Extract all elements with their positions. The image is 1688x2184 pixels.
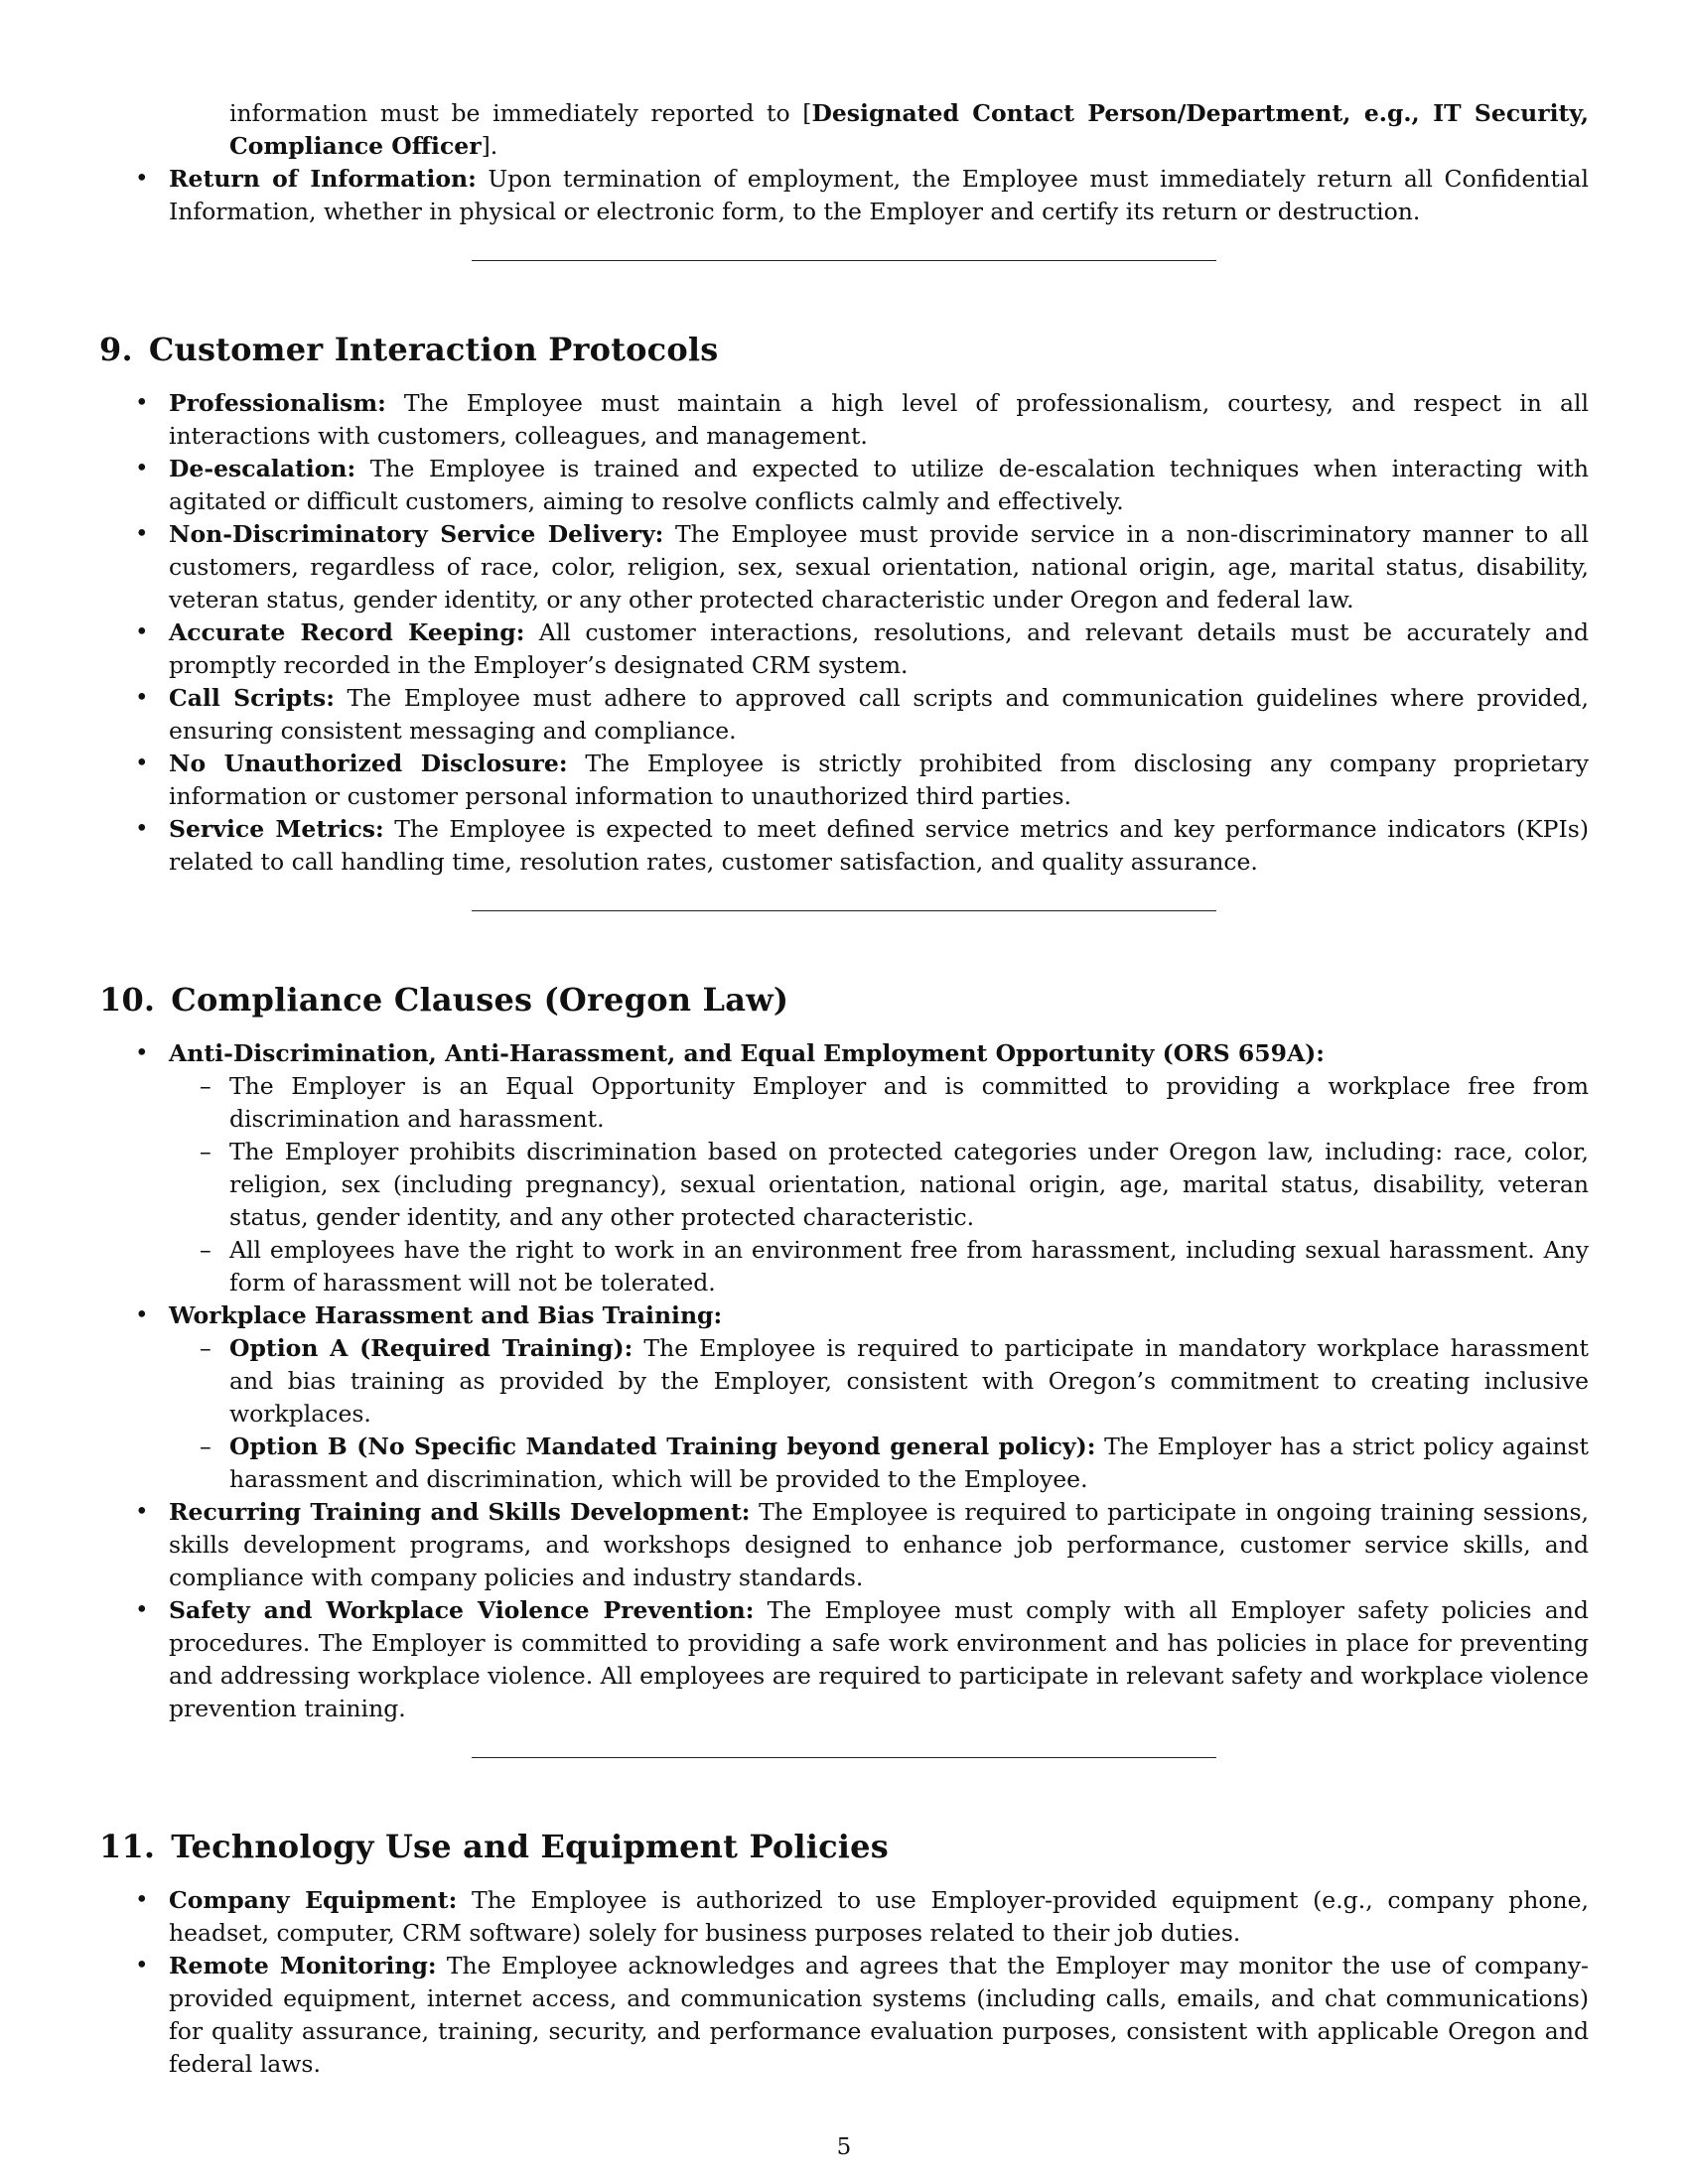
horizontal-rule bbox=[472, 260, 1216, 261]
section-9-list bbox=[99, 387, 1589, 879]
list-item bbox=[99, 387, 1589, 453]
list-item bbox=[99, 1884, 1589, 1950]
option-label: Option B (No Specific Mandated Training beyond general policy): bbox=[229, 1433, 1096, 1460]
item-text: The Employee is strictly prohibited from disclosing any company proprietary information or customer personal information to unauthorized third parties. bbox=[169, 750, 1589, 810]
item-label: Call Scripts: bbox=[169, 684, 335, 712]
section-heading-9 bbox=[99, 330, 1589, 369]
item-label: Accurate Record Keeping: bbox=[169, 618, 525, 646]
list-item bbox=[99, 1299, 1589, 1496]
sub-list bbox=[169, 1332, 1589, 1496]
item-label: Anti-Discrimination, Anti-Harassment, and Equal Employment Opportunity (ORS 659A): bbox=[169, 1039, 1325, 1067]
item-label: Recurring Training and Skills Development: bbox=[169, 1498, 751, 1526]
horizontal-rule bbox=[472, 910, 1216, 911]
section-divider bbox=[99, 879, 1589, 972]
section-title: Technology Use and Equipment Policies bbox=[171, 1828, 889, 1865]
section-number: 10. bbox=[99, 981, 156, 1019]
section-11-list bbox=[99, 1884, 1589, 2081]
item-text: The Employee is required to participate in ongoing training sessions, skills development programs, and workshops designed to enhance job performance, customer service skills, and compliance with company policies and industry standards. bbox=[169, 1498, 1589, 1591]
continuation-paragraph bbox=[229, 97, 1589, 163]
list-item bbox=[99, 813, 1589, 879]
section-number: 11. bbox=[99, 1828, 156, 1865]
item-label: Service Metrics: bbox=[169, 815, 384, 843]
item-label: Workplace Harassment and Bias Training: bbox=[169, 1301, 723, 1329]
item-text: The Employee acknowledges and agrees that the Employer may monitor the use of company-provided equipment, internet access, and communication systems (including calls, emails, and chat communications) for quality assurance, training, security, and performance evaluation purposes, consistent with applicable Oregon and federal laws. bbox=[169, 1952, 1589, 2078]
section-title: Compliance Clauses (Oregon Law) bbox=[171, 981, 789, 1019]
option-text: The Employer has a strict policy against harassment and discrimination, which will be provided to the Employee. bbox=[229, 1433, 1590, 1493]
item-text: The Employee is trained and expected to utilize de-escalation techniques when interacting with agitated or difficult customers, aiming to resolve conflicts calmly and effectively. bbox=[169, 455, 1589, 515]
item-label: Return of Information: bbox=[169, 165, 477, 193]
list-item bbox=[99, 163, 1589, 228]
item-text: The Employee is expected to meet defined service metrics and key performance indicators (KPIs) related to call handling time, resolution rates, customer satisfaction, and quality assurance. bbox=[169, 815, 1589, 876]
item-text: The Employee must comply with all Employer safety policies and procedures. The Employer is committed to providing a safe work environment and has policies in place for preventing and addressing workplace violence. All employees are required to participate in relevant safety and workplace violence prevention training. bbox=[169, 1596, 1589, 1722]
item-text: All customer interactions, resolutions, and relevant details must be accurately and promptly recorded in the Employer’s designated CRM system. bbox=[169, 618, 1589, 679]
sub-list-item bbox=[169, 1332, 1589, 1431]
horizontal-rule bbox=[472, 1757, 1216, 1758]
option-label: Option A (Required Training): bbox=[229, 1334, 633, 1362]
item-text: The Employee is authorized to use Employer-provided equipment (e.g., company phone, headset, computer, CRM software) solely for business purposes related to their job duties. bbox=[169, 1886, 1590, 1947]
list-item bbox=[99, 1950, 1589, 2081]
continuation-placeholder: Designated Contact Person/Department, e.g., IT Security, Compliance Officer bbox=[229, 99, 1590, 160]
continuation-text: information must be immediately reported to [ bbox=[229, 99, 812, 127]
sub-list-item: – The Employer is an Equal Opportunity Employer and is committed to providing a workplace free from discrimination and harassment. bbox=[169, 1070, 1589, 1136]
sub-list-item bbox=[169, 1431, 1589, 1496]
section-divider bbox=[99, 228, 1589, 322]
section-divider bbox=[99, 1725, 1589, 1819]
item-label: Remote Monitoring: bbox=[169, 1952, 437, 1979]
item-label: Safety and Workplace Violence Prevention: bbox=[169, 1596, 755, 1624]
continuation-suffix: ]. bbox=[481, 132, 498, 160]
section-heading-10 bbox=[99, 980, 1589, 1020]
sub-list-item: – All employees have the right to work in an environment free from harassment, including sexual harassment. Any form of harassment will not be tolerated. bbox=[169, 1234, 1589, 1299]
page-number: 5 bbox=[836, 2134, 852, 2160]
list-item bbox=[99, 1594, 1589, 1725]
list-item bbox=[99, 616, 1589, 682]
section-title: Customer Interaction Protocols bbox=[148, 331, 719, 368]
list-item bbox=[99, 748, 1589, 813]
item-text: The Employee must provide service in a non-discriminatory manner to all customers, regardless of race, color, religion, sex, sexual orientation, national origin, age, marital status, disability, veteran status, gender identity, or any other protected characteristic under Oregon and federal law. bbox=[169, 520, 1590, 614]
list-item bbox=[99, 518, 1589, 616]
section-heading-11 bbox=[99, 1827, 1589, 1866]
section-number: 9. bbox=[99, 331, 133, 368]
list-item bbox=[99, 682, 1589, 748]
option-text: The Employee is required to participate in mandatory workplace harassment and bias training as provided by the Employer, consistent with Oregon’s commitment to creating inclusive workplaces. bbox=[229, 1334, 1590, 1428]
list-item bbox=[99, 453, 1589, 518]
sub-list bbox=[169, 1070, 1589, 1299]
item-text: The Employee must maintain a high level of professionalism, courtesy, and respect in all interactions with customers, colleagues, and management. bbox=[169, 389, 1589, 450]
sub-list-item: – The Employer prohibits discrimination based on protected categories under Oregon law, including: race, color, religion, sex (including pregnancy), sexual orientation, national origin, age, marital status, disability, veteran status, gender identity, and any other protected characteristic. bbox=[169, 1136, 1589, 1234]
item-label: Professionalism: bbox=[169, 389, 386, 417]
list-item bbox=[99, 1496, 1589, 1594]
section-10-list bbox=[99, 1037, 1589, 1725]
page-content bbox=[99, 97, 1589, 2081]
top-bullet-list bbox=[99, 163, 1589, 228]
item-text: Upon termination of employment, the Employee must immediately return all Confidential Information, whether in physical or electronic form, to the Employer and certify its return or destruction. bbox=[169, 165, 1589, 225]
list-item bbox=[99, 1037, 1589, 1299]
item-label: Non-Discriminatory Service Delivery: bbox=[169, 520, 664, 548]
item-text: The Employee must adhere to approved call scripts and communication guidelines where provided, ensuring consistent messaging and compliance. bbox=[169, 684, 1589, 745]
item-label: De-escalation: bbox=[169, 455, 356, 482]
item-label: No Unauthorized Disclosure: bbox=[169, 750, 568, 777]
item-label: Company Equipment: bbox=[169, 1886, 458, 1914]
